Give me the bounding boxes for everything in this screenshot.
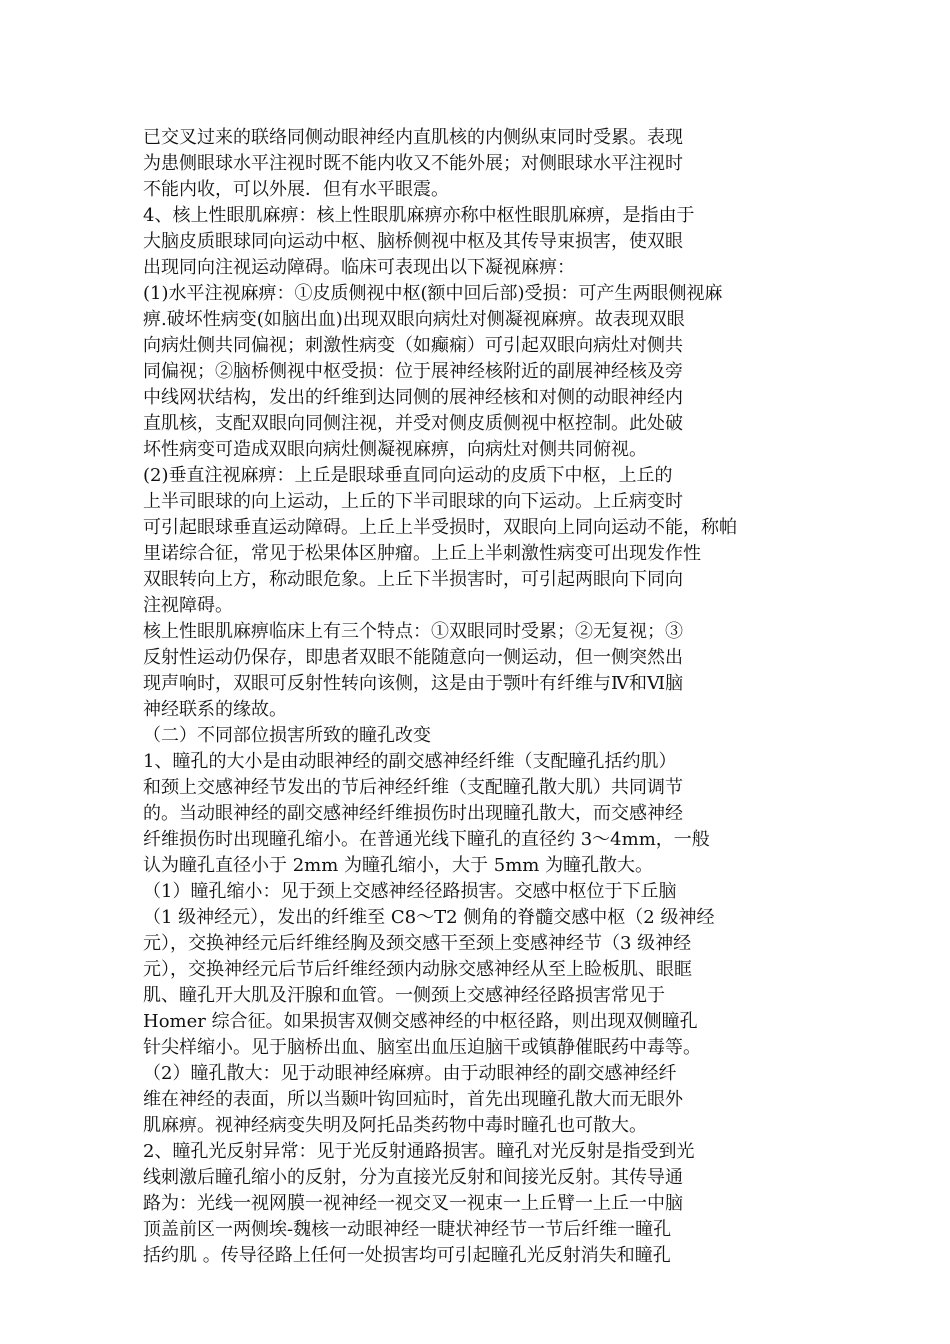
text-line: 1、瞳孔的大小是由动眼神经的副交感神经纤维（支配瞳孔括约肌） [143,751,677,772]
text-line: 线刺激后瞳孔缩小的反射，分为直接光反射和间接光反射。其传导通 [143,1167,683,1188]
text-line: 为患侧眼球水平注视时既不能内收又不能外展；对侧眼球水平注视时 [143,153,683,174]
text-line: （1）瞳孔缩小：见于颈上交感神经径路损害。交感中枢位于下丘脑 [143,881,677,902]
text-line: 维在神经的表面，所以当颞叶钩回疝时，首先出现瞳孔散大而无眼外 [143,1089,683,1110]
text-line: （2）瞳孔散大：见于动眼神经麻痹。由于动眼神经的副交感神经纤 [143,1063,677,1084]
text-line: 认为瞳孔直径小于 2mm 为瞳孔缩小，大于 5mm 为瞳孔散大。 [143,855,654,876]
text-line: 已交叉过来的联络同侧动眼神经内直肌核的内侧纵束同时受累。表现 [143,127,683,148]
text-line: 现声响时，双眼可反射性转向该侧，这是由于颚叶有纤维与Ⅳ和Ⅵ脑 [143,673,684,694]
text-line: 痹.破坏性病变(如脑出血)出现双眼向病灶对侧凝视麻痹。故表现双眼 [143,309,685,330]
text-line: 和颈上交感神经节发出的节后神经纤维（支配瞳孔散大肌）共同调节 [143,777,683,798]
text-line: 坏性病变可造成双眼向病灶侧凝视麻痹，向病灶对侧共同俯视。 [143,439,647,460]
text-line: 注视障碍。 [143,595,233,616]
text-line: 同偏视；②脑桥侧视中枢受损：位于展神经核附近的副展神经核及旁 [143,361,683,382]
text-line: 向病灶侧共同偏视；刺激性病变（如癫痫）可引起双眼向病灶对侧共 [143,335,683,356]
text-line: 元），交换神经元后节后纤维经颈内动脉交感神经从至上睑板肌、眼眶 [143,959,692,980]
text-line: Homer 综合征。如果损害双侧交感神经的中枢径路，则出现双侧瞳孔 [143,1011,698,1032]
text-line: 的。当动眼神经的副交感神经纤维损伤时出现瞳孔散大，而交感神经 [143,803,683,824]
document-body-text [143,125,823,1269]
text-line: 反射性运动仍保存，即患者双眼不能随意向一侧运动，但一侧突然出 [143,647,683,668]
text-line: (1)水平注视麻痹：①皮质侧视中枢(额中回后部)受损：可产生两眼侧视麻 [143,283,723,304]
text-line: 双眼转向上方，称动眼危象。上丘下半损害时，可引起两眼向下同向 [143,569,683,590]
text-line: 上半司眼球的向上运动，上丘的下半司眼球的向下运动。上丘病变时 [143,491,683,512]
text-line: 直肌核，支配双眼向同侧注视，并受对侧皮质侧视中枢控制。此处破 [143,413,683,434]
text-line: 针尖样缩小。见于脑桥出血、脑室出血压迫脑干或镇静催眠药中毒等。 [143,1037,701,1058]
text-line: 元），交换神经元后纤维经胸及颈交感干至颈上变感神经节（3 级神经 [143,933,692,954]
text-line: 中线网状结构，发出的纤维到达同侧的展神经核和对侧的动眼神经内 [143,387,683,408]
text-line: 里诺综合征，常见于松果体区肿瘤。上丘上半刺激性病变可出现发作性 [143,543,701,564]
text-line: 肌麻痹。视神经病变失明及阿托品类药物中毒时瞳孔也可散大。 [143,1115,647,1136]
text-line: 可引起眼球垂直运动障碍。上丘上半受损时，双眼向上同向运动不能，称帕 [143,517,737,538]
text-line: 2、瞳孔光反射异常：见于光反射通路损害。瞳孔对光反射是指受到光 [143,1141,695,1162]
text-line: 路为：光线一视网膜一视神经一视交叉一视束一上丘臂一上丘一中脑 [143,1193,683,1214]
text-line: 不能内收，可以外展．但有水平眼震。 [143,179,449,200]
text-line: （1 级神经元），发出的纤维至 C8～T2 侧角的脊髓交感中枢（2 级神经 [143,907,715,928]
text-line: 神经联系的缘故。 [143,699,287,720]
text-line: 核上性眼肌麻痹临床上有三个特点：①双眼同时受累；②无复视；③ [143,621,683,642]
text-line: 纤维损伤时出现瞳孔缩小。在普通光线下瞳孔的直径约 3～4mm，一般 [143,829,710,850]
text-line: (2)垂直注视麻痹：上丘是眼球垂直同向运动的皮质下中枢，上丘的 [143,465,673,486]
text-line: 顶盖前区一两侧埃-魏核一动眼神经一睫状神经节一节后纤维一瞳孔 [143,1219,672,1240]
text-line: 大脑皮质眼球同向运动中枢、脑桥侧视中枢及其传导束损害，使双眼 [143,231,683,252]
text-line: 括约肌 。传导径路上任何一处损害均可引起瞳孔光反射消失和瞳孔 [143,1245,671,1266]
text-line: 4、核上性眼肌麻痹：核上性眼肌麻痹亦称中枢性眼肌麻痹，是指由于 [143,205,695,226]
text-line: 肌、瞳孔开大肌及汗腺和血管。一侧颈上交感神经径路损害常见于 [143,985,665,1006]
text-line: （二）不同部位损害所致的瞳孔改变 [143,725,431,746]
text-line: 出现同向注视运动障碍。临床可表现出以下凝视麻痹： [143,257,575,278]
